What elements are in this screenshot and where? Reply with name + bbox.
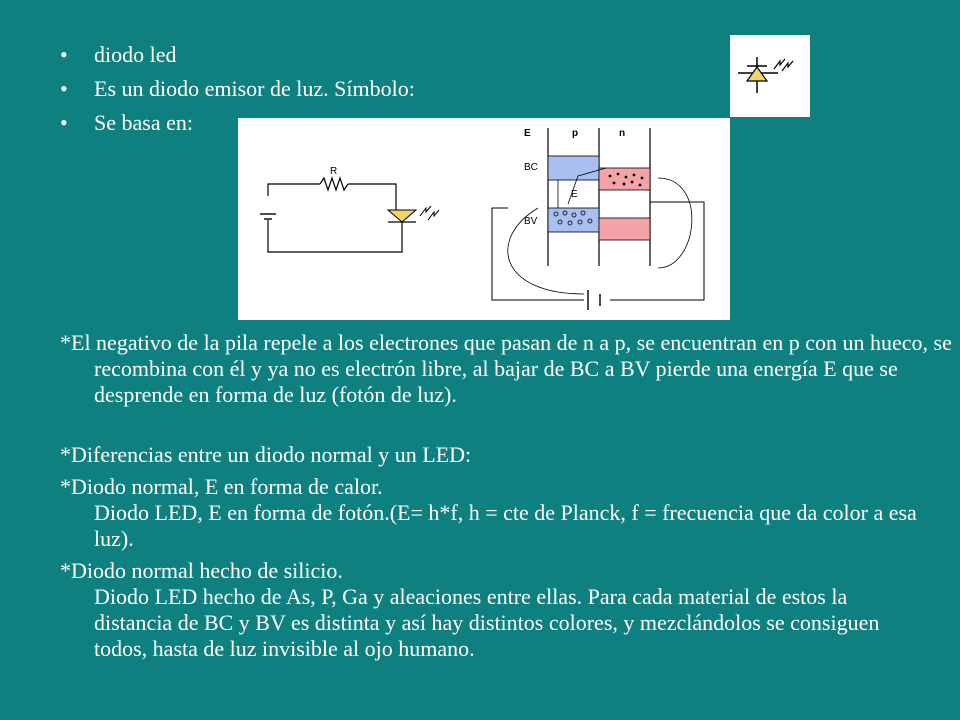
- paragraph-energy-led: Diodo LED, E en forma de fotón.(E= h*f, h = cte de Planck, f = frecuencia que da color a esa luz).: [94, 500, 917, 551]
- band-diagram: [492, 128, 704, 310]
- paragraph-differences: *Diferencias entre un diodo normal y un LED:: [60, 442, 472, 467]
- circuit-drawing: [260, 166, 439, 252]
- led-symbol-image: [730, 35, 810, 117]
- column-label-e: E: [524, 128, 531, 139]
- bullet-item: [60, 42, 415, 76]
- bullet-item: [60, 76, 415, 110]
- gap-energy-label: E: [571, 189, 578, 200]
- band-label-bv: BV: [524, 216, 538, 227]
- column-label-p: p: [572, 128, 579, 139]
- paragraph-material-led: Diodo LED hecho de As, P, Ga y aleaciones entre ellas. Para cada material de estos la distancia de BC y BV es distinta y así hay distintos colores, y mezclándolos se consiguen todos, hasta de luz invisible al ojo humano.: [94, 584, 880, 661]
- bullet-text: Se basa en:: [94, 110, 193, 135]
- column-label-n: n: [619, 128, 626, 139]
- led-physics-diagram: [238, 118, 730, 320]
- bullet-text: Es un diodo emisor de luz. Símbolo:: [94, 76, 415, 101]
- paragraph-energy-normal: *Diodo normal, E en forma de calor.: [60, 474, 383, 499]
- resistor-label: R: [330, 166, 338, 177]
- paragraph-energy-form: [60, 474, 920, 552]
- led-symbol-icon: [730, 35, 810, 117]
- bullet-text: diodo led: [94, 42, 177, 67]
- paragraph-materials: [60, 558, 920, 662]
- paragraph-recombination: *El negativo de la pila repele a los electrones que pasan de n a p, se encuentran en p con un hueco, se recombina con él y ya no es electrón libre, al bajar de BC a BV pierde una energía E que se desprende en forma de luz (fotón de luz).: [60, 330, 952, 407]
- bullet-marker: •: [60, 76, 68, 101]
- paragraph-material-normal: *Diodo normal hecho de silicio.: [60, 558, 343, 583]
- band-label-bc: BC: [524, 162, 538, 173]
- bullet-marker: •: [60, 110, 68, 135]
- bullet-marker: •: [60, 42, 68, 67]
